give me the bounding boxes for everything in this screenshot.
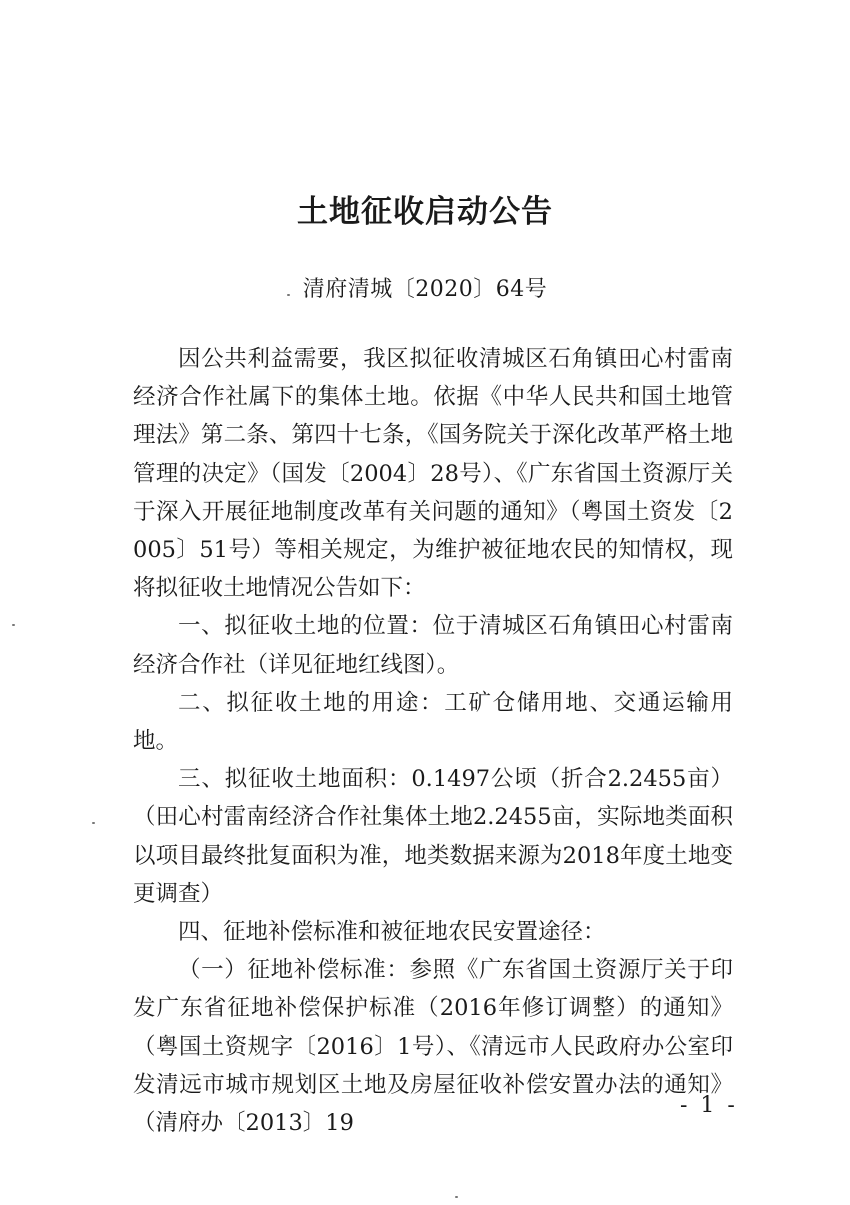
scan-speck: [455, 1196, 458, 1198]
paragraph-intro: 因公共利益需要，我区拟征收清城区石角镇田心村雷南经济合作社属下的集体土地。依据《中华人民共和国土地管理法》第二条、第四十七条，《国务院关于深化改革严格土地管理的决定》（国发〔2004〕28号）、《广东省国土资源厅关于深入开展征地制度改革有关问题的通知》（粤国土资发〔2005〕51号）等相关规定，为维护被征地农民的知情权，现将拟征收土地情况公告如下：: [133, 346, 733, 602]
paragraph-location: 一、拟征收土地的位置：位于清城区石角镇田心村雷南经济合作社（详见征地红线图）。: [133, 613, 733, 678]
scan-speck: [287, 294, 290, 296]
document-title: 土地征收启动公告: [297, 194, 553, 230]
document-number: 清府清城〔2020〕64号: [302, 277, 548, 302]
scan-speck: [92, 822, 95, 824]
document-body: [133, 340, 733, 1142]
paragraph-compensation-standard: （一）征地补偿标准：参照《广东省国土资源厅关于印发广东省征地补偿保护标准（2016年修订调整）的通知》（粤国土资规字〔2016〕1号）、《清远市人民政府办公室印发清远市城市规划区土地及房屋征收补偿安置办法的通知》（清府办〔2013〕19: [133, 957, 733, 1137]
page-number: - 1 -: [680, 1093, 738, 1118]
paragraph-usage: 二、拟征收土地的用途：工矿仓储用地、交通运输用地。: [133, 689, 733, 755]
paragraph-compensation-heading: 四、征地补偿标准和被征地农民安置途径：: [178, 919, 606, 946]
paragraph-area: 三、拟征收土地面积：0.1497公顷（折合2.2455亩）（田心村雷南经济合作社集体土地2.2455亩，实际地类面积以项目最终批复面积为准，地类数据来源为2018年度土地变更调查）: [133, 766, 733, 907]
scan-speck: [12, 624, 15, 626]
